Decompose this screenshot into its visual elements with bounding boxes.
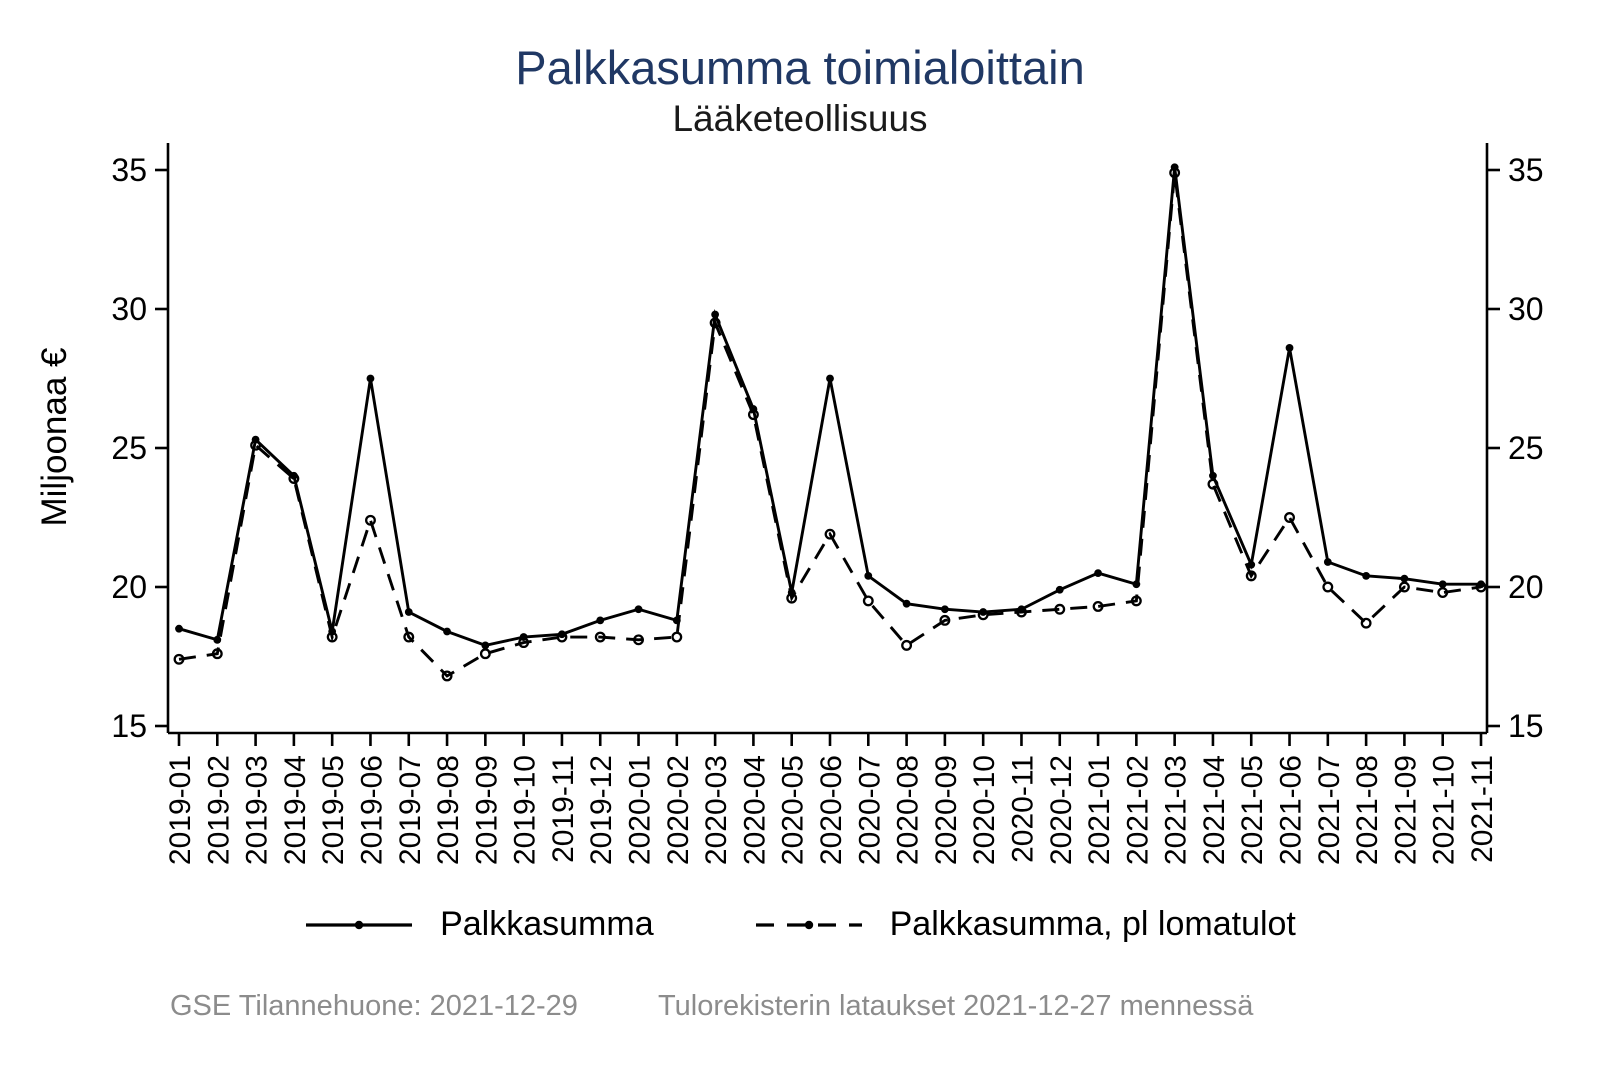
svg-text:2020-04: 2020-04 — [738, 755, 772, 866]
svg-text:2019-03: 2019-03 — [240, 755, 274, 866]
legend-label: Palkkasumma, pl lomatulot — [889, 905, 1296, 943]
svg-text:2020-01: 2020-01 — [623, 755, 657, 866]
svg-text:2021-10: 2021-10 — [1427, 755, 1461, 866]
page-title: Palkkasumma toimialoittain — [515, 41, 1085, 94]
svg-text:2021-03: 2021-03 — [1159, 755, 1193, 866]
footer — [0, 990, 1600, 1030]
svg-text:2020-12: 2020-12 — [1044, 755, 1078, 866]
svg-text:2019-07: 2019-07 — [393, 755, 427, 866]
svg-text:2021-04: 2021-04 — [1197, 755, 1231, 866]
svg-text:25: 25 — [1508, 430, 1544, 466]
svg-text:2021-07: 2021-07 — [1312, 755, 1346, 866]
svg-text:2020-06: 2020-06 — [815, 755, 848, 866]
chart-legend — [0, 905, 1600, 944]
svg-text:2020-08: 2020-08 — [891, 755, 925, 866]
svg-text:20: 20 — [1508, 569, 1544, 605]
svg-text:2021-01: 2021-01 — [1083, 755, 1117, 866]
svg-text:2021-05: 2021-05 — [1236, 755, 1270, 866]
svg-text:2020-02: 2020-02 — [661, 755, 695, 866]
svg-text:2020-07: 2020-07 — [853, 755, 887, 866]
svg-text:2019-09: 2019-09 — [470, 755, 504, 866]
svg-text:2021-09: 2021-09 — [1389, 755, 1423, 866]
svg-text:2020-10: 2020-10 — [968, 755, 1002, 866]
svg-text:2019-06: 2019-06 — [355, 755, 389, 866]
svg-text:2019-10: 2019-10 — [508, 755, 542, 866]
svg-text:2020-09: 2020-09 — [929, 755, 963, 866]
footer-data-note: Tulorekisterin lataukset 2021-12-27 mennessä — [658, 990, 1254, 1022]
svg-text:35: 35 — [111, 152, 147, 188]
svg-text:35: 35 — [1508, 152, 1544, 188]
legend-item-palkkasumma-pl-lomatulot — [754, 905, 1296, 944]
svg-text:30: 30 — [111, 291, 147, 327]
svg-text:2019-05: 2019-05 — [317, 755, 351, 866]
svg-text:2019-08: 2019-08 — [432, 755, 466, 866]
svg-text:20: 20 — [111, 569, 147, 605]
svg-text:30: 30 — [1508, 291, 1544, 327]
svg-text:2019-04: 2019-04 — [278, 755, 312, 866]
footer-source-note: GSE Tilannehuone: 2021-12-29 — [170, 990, 578, 1022]
svg-text:15: 15 — [111, 708, 147, 744]
legend-dashed-line-icon — [754, 914, 866, 936]
svg-text:15: 15 — [1508, 708, 1544, 744]
svg-text:25: 25 — [111, 430, 147, 466]
svg-text:2019-02: 2019-02 — [202, 755, 236, 866]
svg-text:2020-05: 2020-05 — [776, 755, 810, 866]
svg-text:2020-11: 2020-11 — [1006, 755, 1040, 863]
svg-text:2021-06: 2021-06 — [1274, 755, 1308, 866]
svg-text:2019-11: 2019-11 — [546, 755, 580, 863]
legend-solid-line-icon — [304, 914, 416, 936]
svg-text:2019-01: 2019-01 — [164, 755, 197, 866]
svg-text:2019-12: 2019-12 — [585, 755, 619, 866]
svg-text:2021-11: 2021-11 — [1466, 755, 1499, 863]
svg-text:Miljoonaa €: Miljoonaa € — [35, 347, 74, 527]
page-subtitle: Lääketeollisuus — [672, 98, 928, 139]
svg-text:2021-08: 2021-08 — [1351, 755, 1385, 866]
legend-item-palkkasumma — [304, 905, 654, 944]
legend-label: Palkkasumma — [440, 905, 654, 943]
svg-text:2020-03: 2020-03 — [700, 755, 734, 866]
svg-text:2021-02: 2021-02 — [1121, 755, 1155, 866]
